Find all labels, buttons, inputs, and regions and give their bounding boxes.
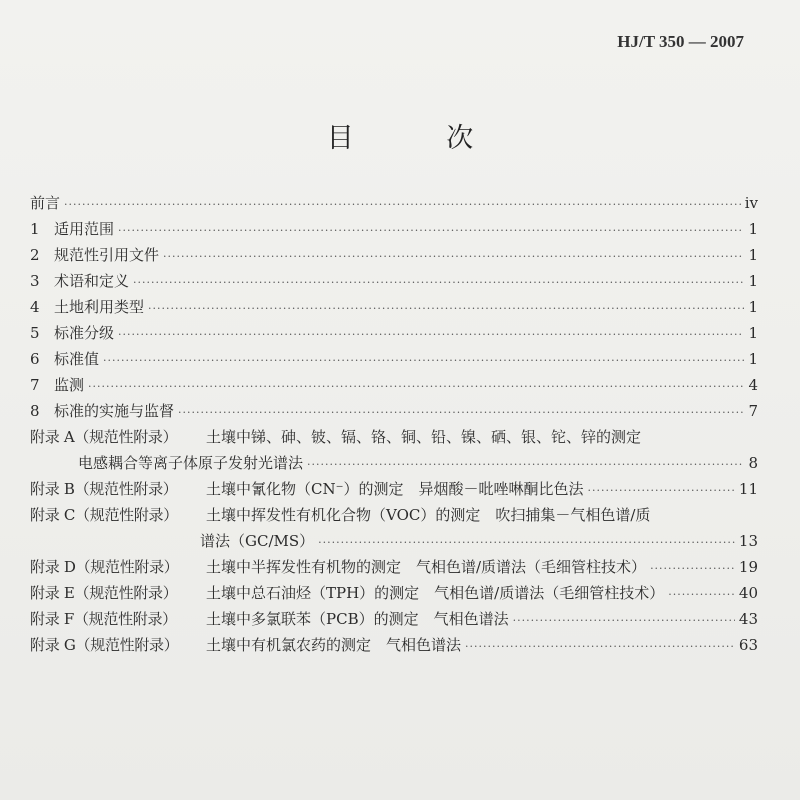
toc-entry-line: [30, 296, 758, 322]
dot-leader: [307, 458, 744, 471]
toc-entry[interactable]: [30, 582, 758, 608]
dot-leader: [588, 484, 735, 497]
toc-entry-title: 土壤中多氯联苯（PCB）的测定 气相色谱法: [206, 610, 509, 628]
toc-entry-title: 术语和定义: [54, 272, 130, 290]
toc-entry[interactable]: [30, 478, 758, 504]
section-number: 2: [30, 246, 40, 264]
dot-leader: [513, 614, 735, 627]
toc-entry-title: 土壤中有机氯农药的测定 气相色谱法: [206, 636, 462, 654]
page-number: 13: [738, 532, 758, 550]
toc-entry[interactable]: [30, 426, 758, 478]
toc-entry-title: 前言: [30, 194, 61, 212]
section-number: 5: [30, 324, 40, 342]
appendix-label: 附录 C（规范性附录）: [30, 506, 178, 524]
appendix-label: 附录 F（规范性附录）: [30, 610, 177, 628]
toc-entry-title: 标准分级: [54, 324, 115, 342]
toc-entry-title: 监测: [54, 376, 85, 394]
toc-entry-title: 规范性引用文件: [54, 246, 160, 264]
table-of-contents: [30, 192, 758, 660]
section-number: 1: [30, 220, 40, 238]
toc-entry-line: [30, 504, 758, 530]
toc-entry[interactable]: [30, 244, 758, 270]
page-number: 63: [738, 636, 758, 654]
toc-entry-line: [30, 426, 758, 452]
toc-entry-continuation-line: [30, 452, 758, 478]
toc-entry[interactable]: [30, 504, 758, 556]
toc-entry-line: [30, 192, 758, 218]
toc-entry-title: 标准值: [54, 350, 100, 368]
page-number: ⅳ: [744, 194, 758, 212]
page-number: 4: [748, 376, 758, 394]
page-number: 1: [748, 324, 758, 342]
toc-entry-continuation-line: [30, 530, 758, 556]
dot-leader: [118, 328, 744, 341]
dot-leader: [163, 250, 744, 263]
toc-entry-line: [30, 556, 758, 582]
section-number: 3: [30, 272, 40, 290]
section-number: 7: [30, 376, 40, 394]
dot-leader: [465, 640, 735, 653]
page-number: 1: [748, 220, 758, 238]
page-number: 43: [738, 610, 758, 628]
toc-entry-line: [30, 400, 758, 426]
dot-leader: [178, 406, 744, 419]
page-title: 目 次: [326, 123, 516, 154]
dot-leader: [103, 354, 744, 367]
appendix-label: 附录 E（规范性附录）: [30, 584, 178, 602]
page-number: 1: [748, 272, 758, 290]
section-number: 6: [30, 350, 40, 368]
toc-entry[interactable]: [30, 296, 758, 322]
toc-entry-title: 土壤中氰化物（CN⁻）的测定 异烟酸－吡唑啉酮比色法: [206, 480, 584, 498]
document-code: HJ/T 350 — 2007: [617, 32, 744, 51]
page-number: 8: [748, 454, 758, 472]
toc-entry[interactable]: [30, 192, 758, 218]
dot-leader: [64, 198, 741, 211]
dot-leader: [88, 380, 744, 393]
section-number: 8: [30, 402, 40, 420]
toc-entry-line: [30, 374, 758, 400]
page-number: 7: [748, 402, 758, 420]
toc-entry[interactable]: [30, 374, 758, 400]
dot-leader: [668, 588, 735, 601]
toc-entry[interactable]: [30, 608, 758, 634]
toc-entry-title: 土壤中半挥发性有机物的测定 气相色谱/质谱法（毛细管柱技术）: [206, 558, 647, 576]
toc-entry-title: 标准的实施与监督: [54, 402, 175, 420]
toc-entry-continuation: 电感耦合等离子体原子发射光谱法: [78, 454, 304, 472]
appendix-label: 附录 G（规范性附录）: [30, 636, 179, 654]
toc-entry-title: 土壤中挥发性有机化合物（VOC）的测定 吹扫捕集－气相色谱/质: [206, 506, 651, 524]
toc-entry-line: [30, 244, 758, 270]
dot-leader: [118, 224, 744, 237]
toc-entry-title: 土壤中锑、砷、铍、镉、铬、铜、铅、镍、硒、银、铊、锌的测定: [206, 428, 642, 446]
page-number: 1: [748, 246, 758, 264]
toc-entry-line: [30, 608, 758, 634]
toc-entry-line: [30, 582, 758, 608]
toc-entry-continuation: 谱法（GC/MS）: [200, 532, 315, 550]
toc-entry-line: [30, 348, 758, 374]
toc-entry[interactable]: [30, 634, 758, 660]
toc-entry[interactable]: [30, 400, 758, 426]
toc-entry-line: [30, 270, 758, 296]
toc-entry-title: 适用范围: [54, 220, 115, 238]
section-number: 4: [30, 298, 40, 316]
dot-leader: [318, 536, 735, 549]
page-number: 11: [738, 480, 758, 498]
appendix-label: 附录 D（规范性附录）: [30, 558, 179, 576]
toc-entry-line: [30, 478, 758, 504]
dot-leader: [650, 562, 735, 575]
toc-entry[interactable]: [30, 270, 758, 296]
dot-leader: [133, 276, 744, 289]
toc-entry-line: [30, 634, 758, 660]
toc-entry-line: [30, 218, 758, 244]
page-number: 1: [748, 350, 758, 368]
toc-entry[interactable]: [30, 218, 758, 244]
appendix-label: 附录 A（规范性附录）: [30, 428, 178, 446]
toc-entry-title: 土地利用类型: [54, 298, 145, 316]
page-number: 1: [748, 298, 758, 316]
dot-leader: [148, 302, 744, 315]
toc-entry[interactable]: [30, 348, 758, 374]
toc-entry-title: 土壤中总石油烃（TPH）的测定 气相色谱/质谱法（毛细管柱技术）: [206, 584, 665, 602]
page-number: 40: [738, 584, 758, 602]
toc-entry[interactable]: [30, 322, 758, 348]
appendix-label: 附录 B（规范性附录）: [30, 480, 178, 498]
page-number: 19: [738, 558, 758, 576]
toc-entry-line: [30, 322, 758, 348]
toc-entry[interactable]: [30, 556, 758, 582]
